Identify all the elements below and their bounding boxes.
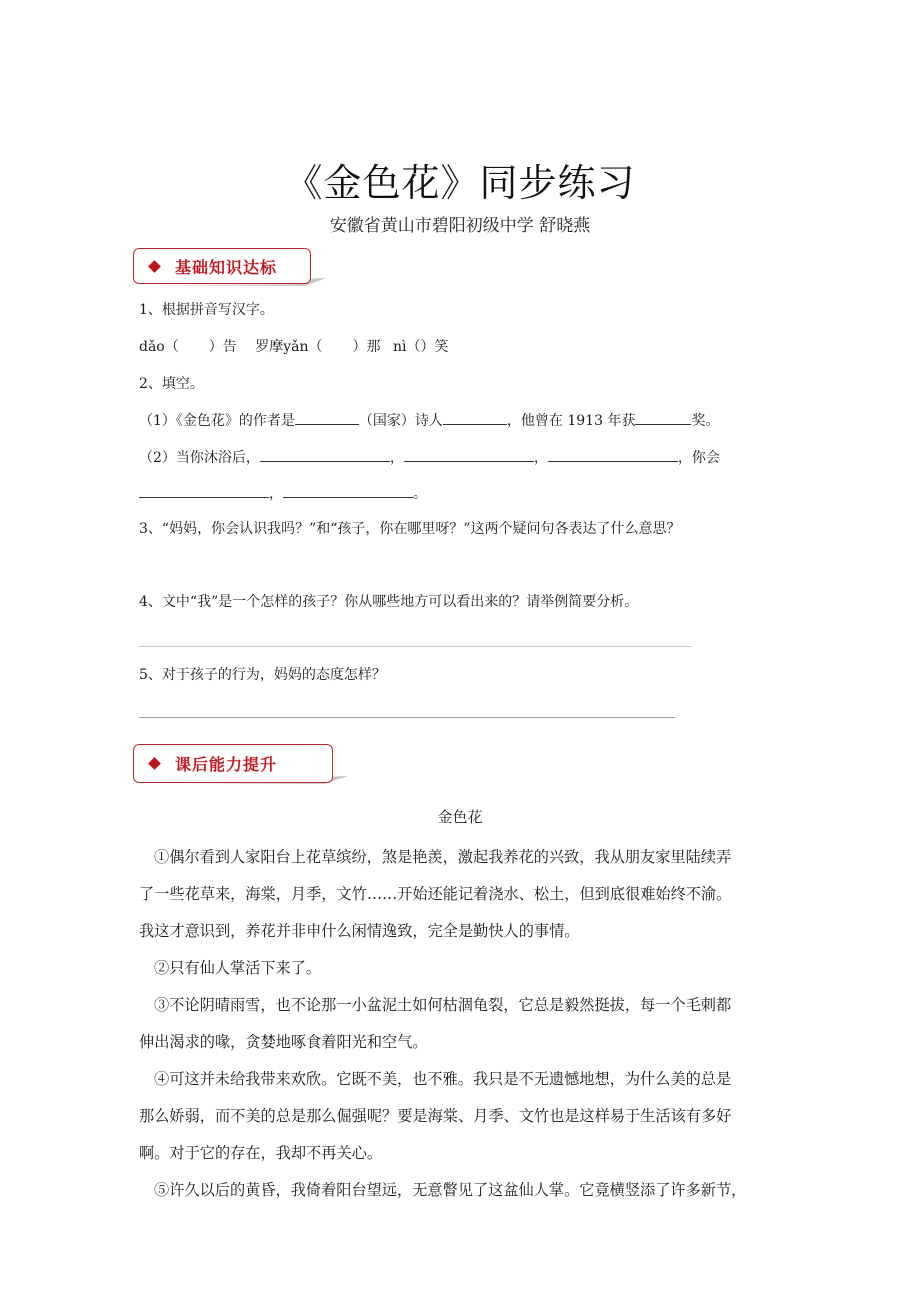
page-title: 《金色花》同步练习 [284,161,636,205]
author-line: 安徽省黄山市碧阳初级中学 舒晓燕 [329,216,591,236]
section-header-after-class [133,744,333,783]
question-5-prompt: 5、对于孩子的行为，妈妈的态度怎样？ [139,667,386,683]
diamond-bullet-icon [148,757,161,770]
fill-blank[interactable] [139,483,269,498]
passage-paragraph-4: ④可这并未给我带来欢欣。它既不美，也不雅。我只是不无遗憾地想，为什么美的总是 那么娇弱，而不美的总是那么倔强呢？要是海棠、月季、文竹也是这样易于生活该有多好 啊。对于它的存在，我却不再关心。 [139,1070,732,1162]
question-1-pinyin-row: dǎo（ ）告 罗摩yǎn（ ）那 nì（）笑 [139,339,449,355]
fill-blank-author-country[interactable] [295,410,359,425]
pinyin-dao: dǎo [139,339,165,355]
passage-paragraph-3: ③不论阴晴雨雪，也不论那一小盆泥土如何枯涸龟裂，它总是毅然挺拔，每一个毛刺都 伸出渴求的喙，贪婪地啄食着阳光和空气。 [139,996,732,1051]
fill-blank[interactable] [404,447,534,462]
section-label: 课后能力提升 [175,755,278,774]
fill-blank-poet-name[interactable] [443,410,507,425]
passage-title: 金色花 [437,808,483,826]
question-4-prompt: 4、文中“我”是一个怎样的孩子？你从哪些地方可以看出来的？请举例简要分析。 [139,594,639,610]
question-2-sub-1: （1）《金色花》的作者是 （国家）诗人 ，他曾在 1913 年获 奖。 [139,410,719,431]
question-2-prompt: 2、填空。 [139,376,204,392]
fill-blank-award[interactable] [635,410,691,425]
answer-line-q5[interactable] [139,717,675,718]
answer-line-q4[interactable] [139,646,692,647]
question-2-sub-2-cont: ， 。 [139,483,427,504]
pinyin-yan: yǎn [283,339,309,355]
question-1-prompt: 1、根据拼音写汉字。 [139,302,274,318]
fill-blank[interactable] [260,447,390,462]
question-3-prompt: 3、“妈妈，你会认识我吗？”和“孩子，你在哪里呀？”这两个疑问句各表达了什么意思？ [139,521,681,537]
fill-blank[interactable] [548,447,678,462]
section-header-basic-knowledge [133,248,311,284]
diamond-bullet-icon [148,260,161,273]
passage-paragraph-5: ⑤许久以后的黄昏，我倚着阳台望远，无意瞥见了这盆仙人掌。它竟横竖添了许多新节， [154,1181,747,1199]
pinyin-ni: nì [392,339,407,355]
question-2-sub-2: （2）当你沐浴后， ， ， ，你会 [139,447,720,468]
section-label: 基础知识达标 [175,257,278,277]
fill-blank[interactable] [283,483,413,498]
passage-paragraph-2: ②只有仙人掌活下来了。 [154,959,322,977]
passage-paragraph-1: ①偶尔看到人家阳台上花草缤纷，煞是艳羡，激起我养花的兴致，我从朋友家里陆续弄 了一些花草来，海棠，月季，文竹……开始还能记着浇水、松土，但到底很难始终不渝。 我这才意识到，养花并非申什么闲情逸致，完全是勤快人的事情。 [139,848,732,940]
